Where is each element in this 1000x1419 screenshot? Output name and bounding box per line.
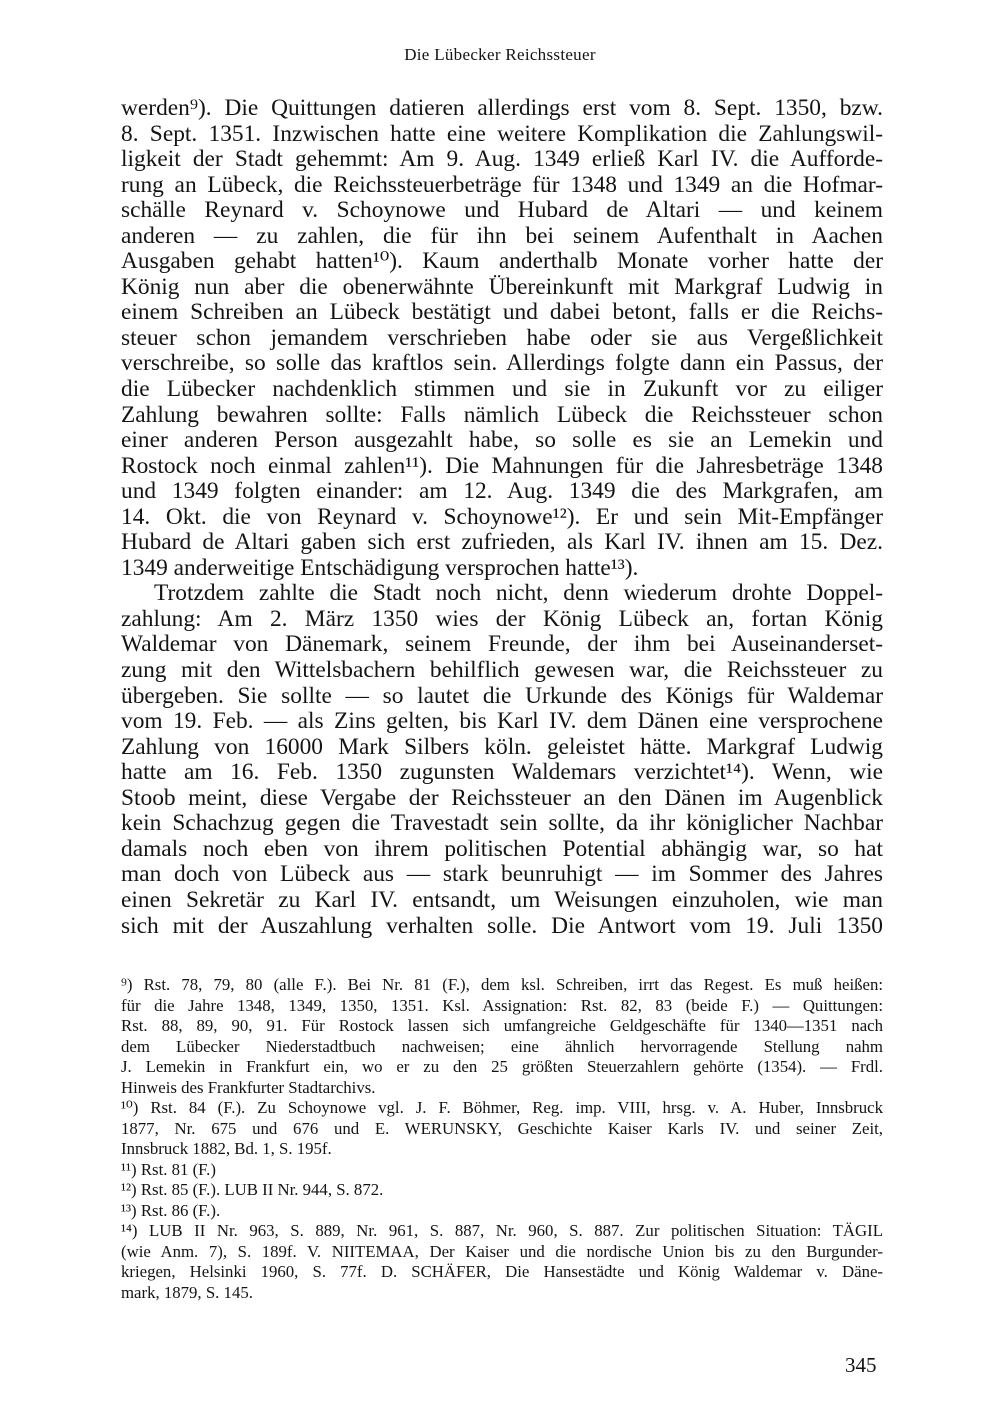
- footnote-line: für die Jahre 1348, 1349, 1350, 1351. Ksl. Assignation: Rst. 82, 83 (beide F.) — Quittungen:: [121, 995, 883, 1015]
- main-text: [121, 96, 883, 939]
- text-line: verschreibe, so solle das kraftlos sein. Allerdings folgte dann ein Passus, der: [121, 350, 883, 377]
- text-line: Ausgaben gehabt hatten¹⁰). Kaum anderthalb Monate vorher hatte der: [121, 248, 883, 275]
- text-line: ligkeit der Stadt gehemmt: Am 9. Aug. 1349 erließ Karl IV. die Aufforde-: [121, 146, 883, 173]
- footnote-line: (wie Anm. 7), S. 189f. V. NIITEMAA, Der Kaiser und die nordische Union bis zu den Burgunder-: [121, 1241, 883, 1261]
- footnote-line: 1877, Nr. 675 und 676 und E. WERUNSKY, Geschichte Kaiser Karls IV. und seiner Zeit,: [121, 1118, 883, 1138]
- footnote-line: Hinweis des Frankfurter Stadtarchivs.: [121, 1077, 376, 1097]
- footnote-line: Rst. 88, 89, 90, 91. Für Rostock lassen sich umfangreiche Geldgeschäfte für 1340—1351 nach: [121, 1016, 883, 1035]
- footnote-line: mark, 1879, S. 145.: [121, 1282, 253, 1302]
- footnote-line: dem Lübecker Niederstadtbuch nachweisen; eine ähnlich hervorragende Stellung nahm: [121, 1036, 883, 1056]
- text-line: zung mit den Wittelsbachern behilflich gewesen war, die Reichssteuer zu: [121, 657, 883, 684]
- text-line: hatte am 16. Feb. 1350 zugunsten Waldemars verzichtet¹⁴). Wenn, wie: [121, 759, 883, 786]
- footnote-line: kriegen, Helsinki 1960, S. 77f. D. SCHÄFER, Die Hansestädte und König Waldemar v. Däne-: [121, 1262, 883, 1281]
- text-line: Stoob meint, diese Vergabe der Reichssteuer an den Dänen im Augenblick: [121, 784, 883, 811]
- footnote-line: Innsbruck 1882, Bd. 1, S. 195f.: [121, 1139, 332, 1158]
- footnote-line: ⁹) Rst. 78, 79, 80 (alle F.). Bei Nr. 81 (F.), dem ksl. Schreiben, irrt das Regest. Es muß heißen:: [121, 975, 883, 994]
- text-line: damals noch eben von ihrem politischen Potential abhängig war, so hat: [121, 835, 883, 862]
- text-line: 8. Sept. 1351. Inzwischen hatte eine weitere Komplikation die Zahlungswil-: [121, 120, 883, 147]
- text-line: 14. Okt. die von Reynard v. Schoynowe¹²). Er und sein Mit-Empfänger: [121, 503, 883, 530]
- text-line: man doch von Lübeck aus — stark beunruhigt — im Sommer des Jahres: [121, 861, 883, 888]
- text-line: König nun aber die obenerwähnte Übereinkunft mit Markgraf Ludwig in: [121, 273, 883, 300]
- footnote-line: ¹²) Rst. 85 (F.). LUB II Nr. 944, S. 872.: [121, 1180, 384, 1199]
- footnotes: [121, 975, 883, 1303]
- text-line: zahlung: Am 2. März 1350 wies der König Lübeck an, fortan König: [121, 605, 883, 632]
- text-line: vom 19. Feb. — als Zins gelten, bis Karl IV. dem Dänen eine versprochene: [121, 708, 883, 735]
- text-line: die Lübecker nachdenklich stimmen und sie in Zukunft vor zu eiliger: [121, 376, 883, 403]
- text-line: 1349 anderweitige Entschädigung versprochen hatte¹³).: [121, 554, 639, 581]
- text-line: und 1349 folgten einander: am 12. Aug. 1349 die des Markgrafen, am: [121, 478, 883, 505]
- text-line: kein Schachzug gegen die Travestadt sein sollte, da ihr königlicher Nachbar: [121, 810, 883, 837]
- footnote-line: ¹⁰) Rst. 84 (F.). Zu Schoynowe vgl. J. F. Böhmer, Reg. imp. VIII, hrsg. v. A. Huber, Innsbruck: [121, 1098, 883, 1117]
- text-line: werden⁹). Die Quittungen datieren allerdings erst vom 8. Sept. 1350, bzw.: [121, 95, 883, 121]
- footnote-line: J. Lemekin in Frankfurt ein, wo er zu den 25 größten Steuerzahlern gehörte (1354). — Frdl.: [121, 1057, 883, 1076]
- text-line: Zahlung von 16000 Mark Silbers köln. geleistet hätte. Markgraf Ludwig: [121, 733, 883, 760]
- footnote-line: ¹⁴) LUB II Nr. 963, S. 889, Nr. 961, S. 887, Nr. 960, S. 887. Zur politischen Situation: TÄGIL: [121, 1221, 883, 1240]
- text-line: sich mit der Auszahlung verhalten solle. Die Antwort vom 19. Juli 1350: [121, 912, 883, 939]
- text-line: einen Sekretär zu Karl IV. entsandt, um Weisungen einzuholen, wie man: [121, 886, 883, 913]
- text-line: schälle Reynard v. Schoynowe und Hubard de Altari — und keinem: [121, 197, 883, 224]
- footnote-line: ¹¹) Rst. 81 (F.): [121, 1159, 216, 1179]
- text-line: Waldemar von Dänemark, seinem Freunde, der ihm bei Auseinanderset-: [121, 631, 883, 658]
- text-line: Zahlung bewahren sollte: Falls nämlich Lübeck die Reichssteuer schon: [121, 401, 883, 428]
- text-line: rung an Lübeck, die Reichssteuerbeträge für 1348 und 1349 an die Hofmar-: [121, 171, 883, 198]
- text-line: Rostock noch einmal zahlen¹¹). Die Mahnungen für die Jahresbeträge 1348: [121, 452, 883, 479]
- text-line: steuer schon jemandem verschrieben habe oder sie aus Vergeßlichkeit: [121, 324, 883, 351]
- footnote-line: ¹³) Rst. 86 (F.).: [121, 1200, 221, 1220]
- text-line: einem Schreiben an Lübeck bestätigt und dabei betont, falls er die Reichs-: [121, 299, 883, 326]
- text-line: übergeben. Sie sollte — so lautet die Urkunde des Königs für Waldemar: [121, 682, 883, 709]
- text-line: Trotzdem zahlte die Stadt noch nicht, denn wiederum drohte Doppel-: [154, 580, 883, 607]
- page-number: 345: [845, 1353, 877, 1377]
- text-line: anderen — zu zahlen, die für ihn bei seinem Aufenthalt in Aachen: [121, 222, 883, 249]
- running-header: Die Lübecker Reichssteuer: [404, 45, 596, 64]
- text-line: Hubard de Altari gaben sich erst zufrieden, als Karl IV. ihnen am 15. Dez.: [121, 529, 883, 556]
- text-line: einer anderen Person ausgezahlt habe, so solle es sie an Lemekin und: [121, 427, 883, 454]
